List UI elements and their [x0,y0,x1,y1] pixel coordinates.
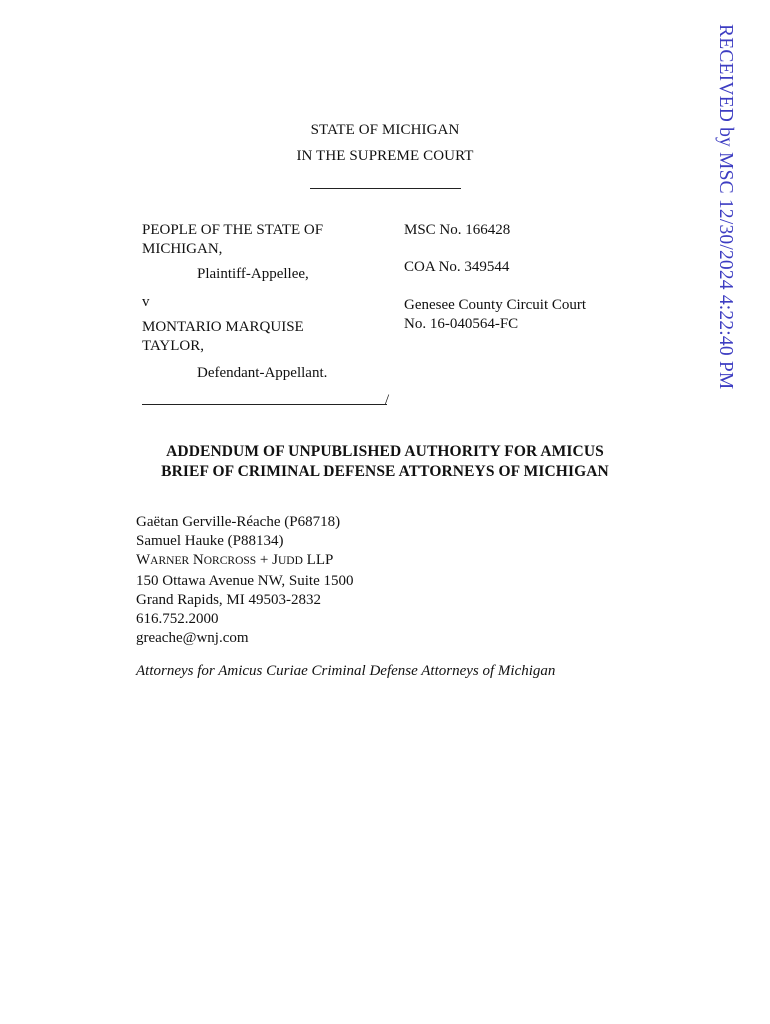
attorney-signature-block [136,513,353,648]
plaintiff-name-line1: PEOPLE OF THE STATE OF [142,222,324,238]
caption-divider [142,404,387,405]
attorney-name-1: Gaëtan Gerville-Réache (P68718) [136,514,341,530]
msc-case-number: MSC No. 166428 [404,222,511,238]
phone-number: 616.752.2000 [136,611,219,628]
firm-plus: + [259,552,269,569]
defendant-role: Defendant-Appellant. [197,365,328,381]
court-name-heading: IN THE SUPREME COURT [296,148,474,164]
firm-w: W [136,552,151,569]
firm-n: N [192,552,204,569]
caption-slash: / [385,392,390,408]
firm-llp: LLP [306,552,334,569]
attorney-name-2: Samuel Hauke (P88134) [136,533,284,550]
plaintiff-party [142,221,382,259]
law-firm-name [136,551,353,571]
plaintiff-role: Plaintiff-Appellee, [197,266,309,282]
defendant-name-line1: MONTARIO MARQUISE [142,319,304,335]
attorneys-for-line: Attorneys for Amicus Curiae Criminal Defense Attorneys of Michigan [136,663,556,679]
defendant-name-line2: TAYLOR, [142,338,204,354]
versus-label: v [142,294,150,310]
received-stamp: RECEIVED by MSC 12/30/2024 4:22:40 PM [715,24,736,390]
circuit-court-info [404,296,644,334]
address-line-2: Grand Rapids, MI 49503-2832 [136,591,321,608]
plaintiff-name-line2: MICHIGAN, [142,241,223,257]
document-title-line1: ADDENDUM OF UNPUBLISHED AUTHORITY FOR AMICUS [166,443,604,460]
circuit-court-number: No. 16-040564-FC [404,316,519,332]
document-title [120,442,650,482]
firm-j: J [272,552,278,569]
defendant-party [142,318,382,356]
circuit-court-name: Genesee County Circuit Court [404,297,587,313]
court-state-heading: STATE OF MICHIGAN [310,122,460,138]
firm-orcross: ORCROSS [203,555,257,568]
address-line-1: 150 Ottawa Avenue NW, Suite 1500 [136,572,354,589]
coa-case-number: COA No. 349544 [404,259,510,275]
document-title-line2: BRIEF OF CRIMINAL DEFENSE ATTORNEYS OF MICHIGAN [161,463,609,480]
heading-divider [310,188,461,189]
email-address: greache@wnj.com [136,630,249,647]
firm-arner: ARNER [150,555,190,568]
firm-udd: UDD [277,555,303,568]
